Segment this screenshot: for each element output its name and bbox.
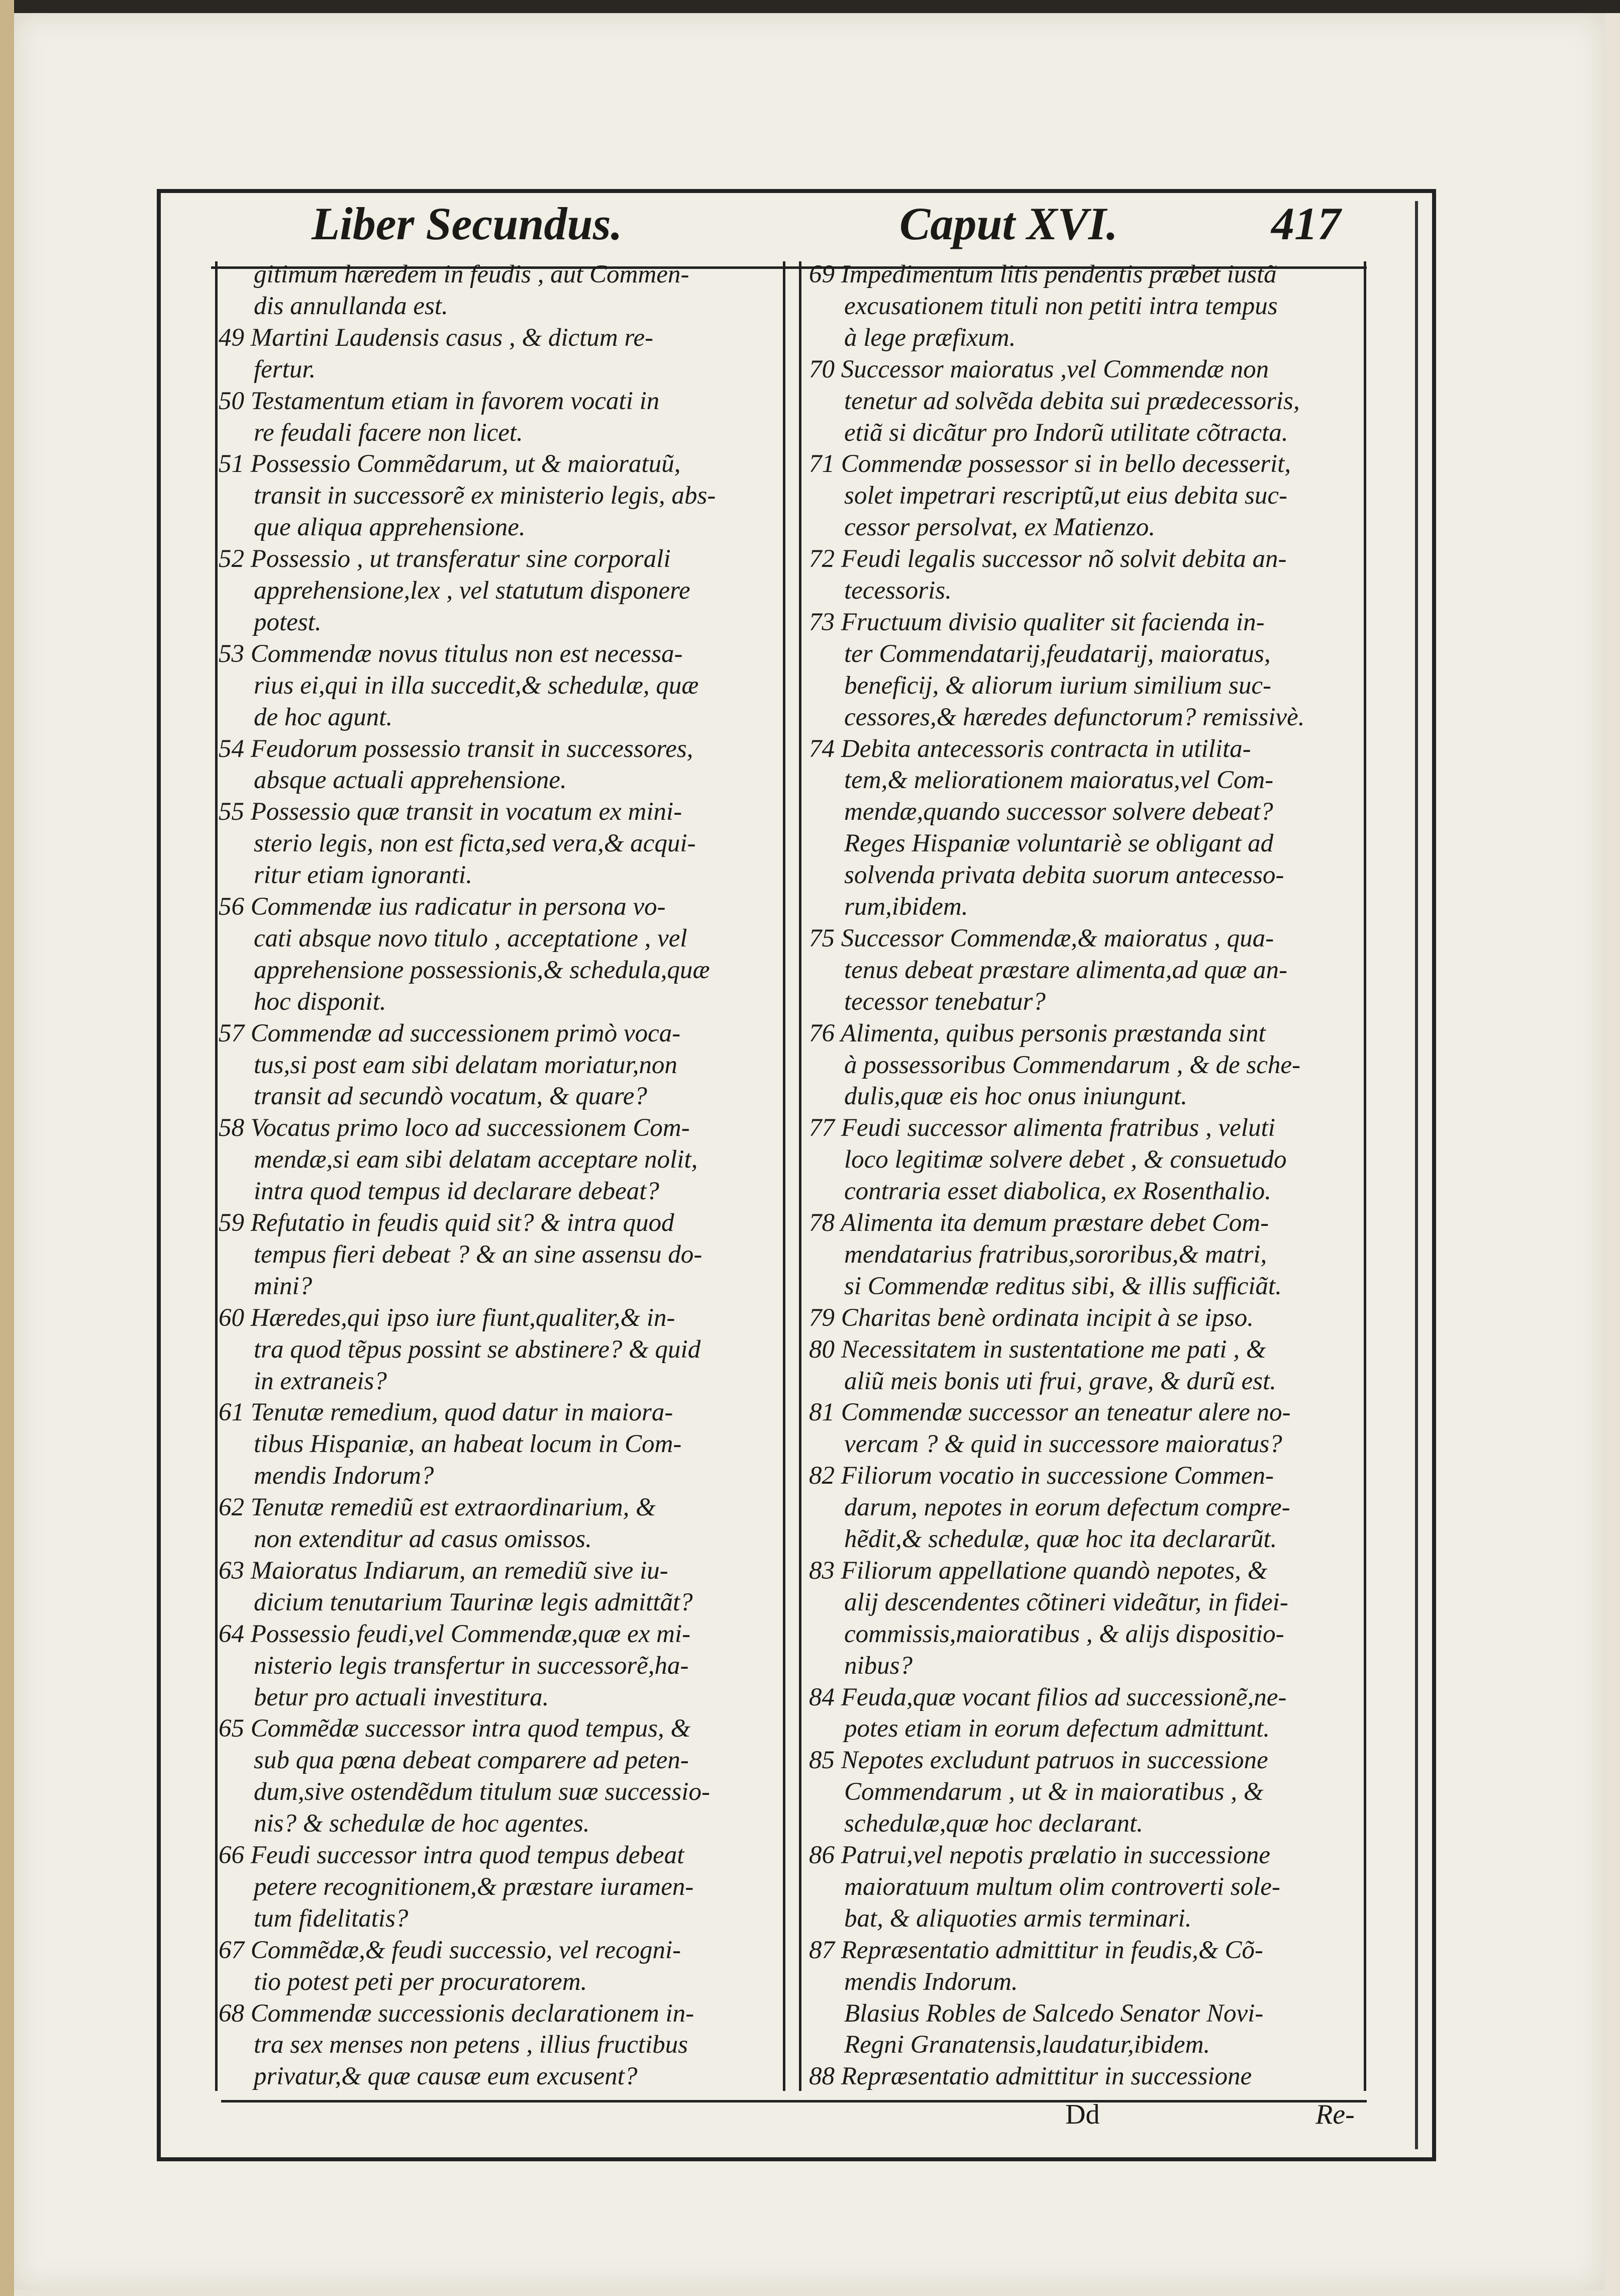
- summary-line: bat, & aliquoties armis terminari.: [844, 1904, 1192, 1933]
- summary-line: ritur etiam ignoranti.: [254, 861, 472, 890]
- summary-line: mendæ,si eam sibi delatam acceptare nolit,: [254, 1145, 698, 1174]
- summary-line: 79 Charitas benè ordinata incipit à se ipso.: [809, 1303, 1254, 1332]
- catchword: Re-: [1315, 2099, 1355, 2130]
- summary-line: cessores,& hæredes defunctorum? remissivè.: [844, 703, 1305, 731]
- summary-line: 73 Fructuum divisio qualiter sit facienda in-: [809, 608, 1265, 636]
- summary-line: gitimum hæredem in feudis , aut Commen-: [254, 260, 689, 289]
- page-border-inner: [1415, 201, 1418, 2149]
- summary-line: apprehensione possessionis,& schedula,quæ: [254, 955, 710, 984]
- summary-line: aliũ meis bonis uti frui, grave, & durũ est.: [844, 1367, 1276, 1395]
- summary-line: 80 Necessitatem in sustentatione me pati , &: [809, 1335, 1266, 1364]
- summary-line: 64 Possessio feudi,vel Commendæ,quæ ex mi-: [219, 1619, 691, 1648]
- summary-line: petere recognitionem,& præstare iuramen-: [254, 1872, 694, 1901]
- summary-line: 68 Commendæ successionis declarationem in-: [219, 1999, 694, 2028]
- summary-line: à lege præfixum.: [844, 323, 1016, 352]
- summary-line: darum, nepotes in eorum defectum compre-: [844, 1493, 1290, 1522]
- summary-line: 57 Commendæ ad successionem primò voca-: [219, 1019, 681, 1047]
- summary-line: si Commendæ reditus sibi, & illis sufficiãt.: [844, 1272, 1282, 1300]
- summary-line: tum fidelitatis?: [254, 1904, 409, 1933]
- summary-line: 82 Filiorum vocatio in successione Commen-: [809, 1462, 1274, 1490]
- running-head-book: Liber Secundus.: [312, 198, 623, 249]
- summary-line: rum,ibidem.: [844, 893, 968, 921]
- summary-line: 76 Alimenta, quibus personis præstanda sint: [809, 1019, 1266, 1047]
- summary-line: privatur,& quæ causæ eum excusent?: [254, 2062, 638, 2091]
- summary-line: 52 Possessio , ut transferatur sine corporali: [219, 545, 671, 573]
- summary-line: 74 Debita antecessoris contracta in utilita-: [809, 734, 1251, 763]
- summary-line: transit in successorẽ ex ministerio legis, abs-: [254, 482, 716, 510]
- summary-line: tenetur ad solvẽda debita sui prædecessoris,: [844, 387, 1300, 415]
- summary-line: absque actuali apprehensione.: [254, 766, 567, 795]
- summary-line: que aliqua apprehensione.: [254, 513, 526, 542]
- summary-line: cessor persolvat, ex Matienzo.: [844, 513, 1155, 542]
- summary-line: solet impetrari rescriptũ,ut eius debita suc-: [844, 482, 1288, 510]
- summary-line: tus,si post eam sibi delatam moriatur,non: [254, 1050, 677, 1079]
- page-number: 417: [1271, 198, 1341, 249]
- summary-line: 61 Tenutæ remedium, quod datur in maiora-: [219, 1398, 673, 1427]
- running-head-chapter: Caput XVI.: [899, 198, 1118, 249]
- summary-line: etiã si dicãtur pro Indorũ utilitate cõtracta.: [844, 418, 1288, 447]
- summary-line: 72 Feudi legalis successor nõ solvit debita an-: [809, 545, 1287, 573]
- summary-line: apprehensione,lex , vel statutum disponere: [254, 577, 690, 605]
- summary-line: de hoc agunt.: [254, 703, 393, 731]
- summary-line: 81 Commendæ successor an teneatur alere no-: [809, 1398, 1291, 1427]
- summary-line: tra sex menses non petens , illius fructibus: [254, 2031, 688, 2059]
- summary-line: non extenditur ad casus omissos.: [254, 1525, 592, 1553]
- scan-top-edge: [0, 0, 1620, 13]
- summary-line: tenus debeat præstare alimenta,ad quæ an-: [844, 955, 1288, 984]
- summary-line: sub qua pœna debeat comparere ad peten-: [254, 1746, 689, 1775]
- summary-line: re feudali facere non licet.: [254, 418, 523, 447]
- summary-line: transit ad secundò vocatum, & quare?: [254, 1082, 647, 1111]
- summary-line: dum,sive ostendẽdum titulum suæ successio-: [254, 1778, 710, 1806]
- summary-line: mendis Indorum.: [844, 1967, 1018, 1996]
- summary-line: Reges Hispaniæ voluntariè se obligant ad: [844, 829, 1274, 858]
- summary-line: 86 Patrui,vel nepotis prælatio in successione: [809, 1841, 1270, 1869]
- summary-line: 59 Refutatio in feudis quid sit? & intra quod: [219, 1209, 674, 1237]
- summary-line: hẽdit,& schedulæ, quæ hoc ita declararũt.: [844, 1525, 1277, 1553]
- summary-line: tempus fieri debeat ? & an sine assensu do-: [254, 1240, 702, 1269]
- summary-line: cati absque novo titulo , acceptatione , vel: [254, 924, 687, 952]
- summary-line: solvenda privata debita suorum antecesso-: [844, 861, 1284, 890]
- summary-line: vercam ? & quid in successore maioratus?: [844, 1430, 1282, 1459]
- summary-line: mendatarius fratribus,sororibus,& matri,: [844, 1240, 1267, 1269]
- summary-line: 87 Repræsentatio admittitur in feudis,& Cõ-: [809, 1936, 1263, 1964]
- summary-line: contraria esset diabolica, ex Rosenthalio.: [844, 1177, 1271, 1206]
- summary-line: 85 Nepotes excludunt patruos in successione: [809, 1746, 1268, 1775]
- summary-line: 65 Commẽdæ successor intra quod tempus, &: [219, 1714, 691, 1743]
- summary-line: Regni Granatensis,laudatur,ibidem.: [844, 2031, 1210, 2059]
- summary-line: 71 Commendæ possessor si in bello decesserit,: [809, 450, 1291, 479]
- summary-line: nibus?: [844, 1651, 913, 1680]
- summary-line: ter Commendatarij,feudatarij, maioratus,: [844, 639, 1271, 668]
- summary-line: 63 Maioratus Indiarum, an remediũ sive iu-: [219, 1556, 668, 1585]
- footer-rule: [221, 2100, 1367, 2102]
- summary-line: fertur.: [254, 355, 316, 384]
- summary-line: potes etiam in eorum defectum admittunt.: [844, 1714, 1270, 1743]
- summary-line: excusationem tituli non petiti intra tempus: [844, 292, 1278, 320]
- summary-line: 83 Filiorum appellatione quandò nepotes, &: [809, 1556, 1268, 1585]
- summary-line: betur pro actuali investitura.: [254, 1683, 549, 1711]
- summary-line: 77 Feudi successor alimenta fratribus , veluti: [809, 1114, 1275, 1142]
- summary-line: 66 Feudi successor intra quod tempus debeat: [219, 1841, 684, 1869]
- signature-mark: Dd: [1065, 2099, 1100, 2130]
- summary-line: loco legitimæ solvere debet , & consuetudo: [844, 1145, 1287, 1174]
- scan-left-edge: [0, 0, 14, 2296]
- summary-line: tibus Hispaniæ, an habeat locum in Com-: [254, 1430, 682, 1459]
- summary-line: 56 Commendæ ius radicatur in persona vo-: [219, 893, 666, 921]
- summary-line: mini?: [254, 1272, 313, 1300]
- summary-line: nisterio legis transfertur in successorẽ,ha-: [254, 1651, 689, 1680]
- summary-line: 67 Commẽdæ,& feudi successio, vel recogni-: [219, 1936, 681, 1964]
- summary-line: 51 Possessio Commẽdarum, ut & maioratuũ,: [219, 450, 681, 479]
- summary-line: schedulæ,quæ hoc declarant.: [844, 1809, 1143, 1838]
- summary-line: 88 Repræsentatio admittitur in successione: [809, 2062, 1252, 2091]
- summary-line: 75 Successor Commendæ,& maioratus , qua-: [809, 924, 1274, 952]
- summary-line: dulis,quæ eis hoc onus iniungunt.: [844, 1082, 1187, 1111]
- summary-line: 50 Testamentum etiam in favorem vocati in: [219, 387, 660, 415]
- summary-line: rius ei,qui in illa succedit,& schedulæ, quæ: [254, 671, 699, 700]
- summary-line: 62 Tenutæ remediũ est extraordinarium, &: [219, 1493, 656, 1522]
- summary-line: hoc disponit.: [254, 987, 386, 1016]
- summary-line: sterio legis, non est ficta,sed vera,& acqui-: [254, 829, 696, 858]
- summary-line: commissis,maioratibus , & alijs dispositio-: [844, 1619, 1284, 1648]
- summary-line: mendæ,quando successor solvere debeat?: [844, 798, 1273, 826]
- summary-line: tra quod tẽpus possint se abstinere? & quid: [254, 1335, 701, 1364]
- summary-line: tem,& meliorationem maioratus,vel Com-: [844, 766, 1274, 795]
- summary-line: Blasius Robles de Salcedo Senator Novi-: [844, 1999, 1264, 2028]
- summary-line: 70 Successor maioratus ,vel Commendæ non: [809, 355, 1269, 384]
- summary-line: 55 Possessio quæ transit in vocatum ex mini-: [219, 798, 682, 826]
- summary-line: 49 Martini Laudensis casus , & dictum re-: [219, 323, 654, 352]
- summary-line: tecessor tenebatur?: [844, 987, 1046, 1016]
- summary-line: intra quod tempus id declarare debeat?: [254, 1177, 659, 1206]
- summary-line: nis? & schedulæ de hoc agentes.: [254, 1809, 590, 1838]
- summary-line: beneficij, & aliorum iurium similium suc-: [844, 671, 1271, 700]
- summary-line: tio potest peti per procuratorem.: [254, 1967, 587, 1996]
- summary-line: 60 Hæredes,qui ipso iure fiunt,qualiter,& in-: [219, 1303, 675, 1332]
- summary-line: in extraneis?: [254, 1367, 387, 1395]
- summary-column-right: [809, 259, 1377, 2093]
- summary-line: potest.: [254, 608, 322, 636]
- summary-line: maioratuum multum olim controverti sole-: [844, 1872, 1280, 1901]
- summary-line: 69 Impedimentum litis pendentis præbet iustã: [809, 260, 1277, 289]
- summary-line: dicium tenutarium Taurinæ legis admittãt?: [254, 1588, 693, 1616]
- summary-line: 54 Feudorum possessio transit in successores,: [219, 734, 693, 763]
- summary-line: Commendarum , ut & in maioratibus , &: [844, 1778, 1264, 1806]
- summary-line: alij descendentes cõtineri videãtur, in fidei-: [844, 1588, 1288, 1616]
- summary-line: 78 Alimenta ita demum præstare debet Com-: [809, 1209, 1269, 1237]
- summary-line: 58 Vocatus primo loco ad successionem Com-: [219, 1114, 690, 1142]
- summary-line: à possessoribus Commendarum , & de sche-: [844, 1050, 1301, 1079]
- summary-line: 53 Commendæ novus titulus non est necessa-: [219, 639, 683, 668]
- summary-column-left: [211, 259, 779, 2093]
- summary-line: mendis Indorum?: [254, 1462, 434, 1490]
- summary-line: dis annullanda est.: [254, 292, 448, 320]
- summary-line: 84 Feuda,quæ vocant filios ad successionẽ,ne-: [809, 1683, 1287, 1711]
- summary-line: tecessoris.: [844, 577, 952, 605]
